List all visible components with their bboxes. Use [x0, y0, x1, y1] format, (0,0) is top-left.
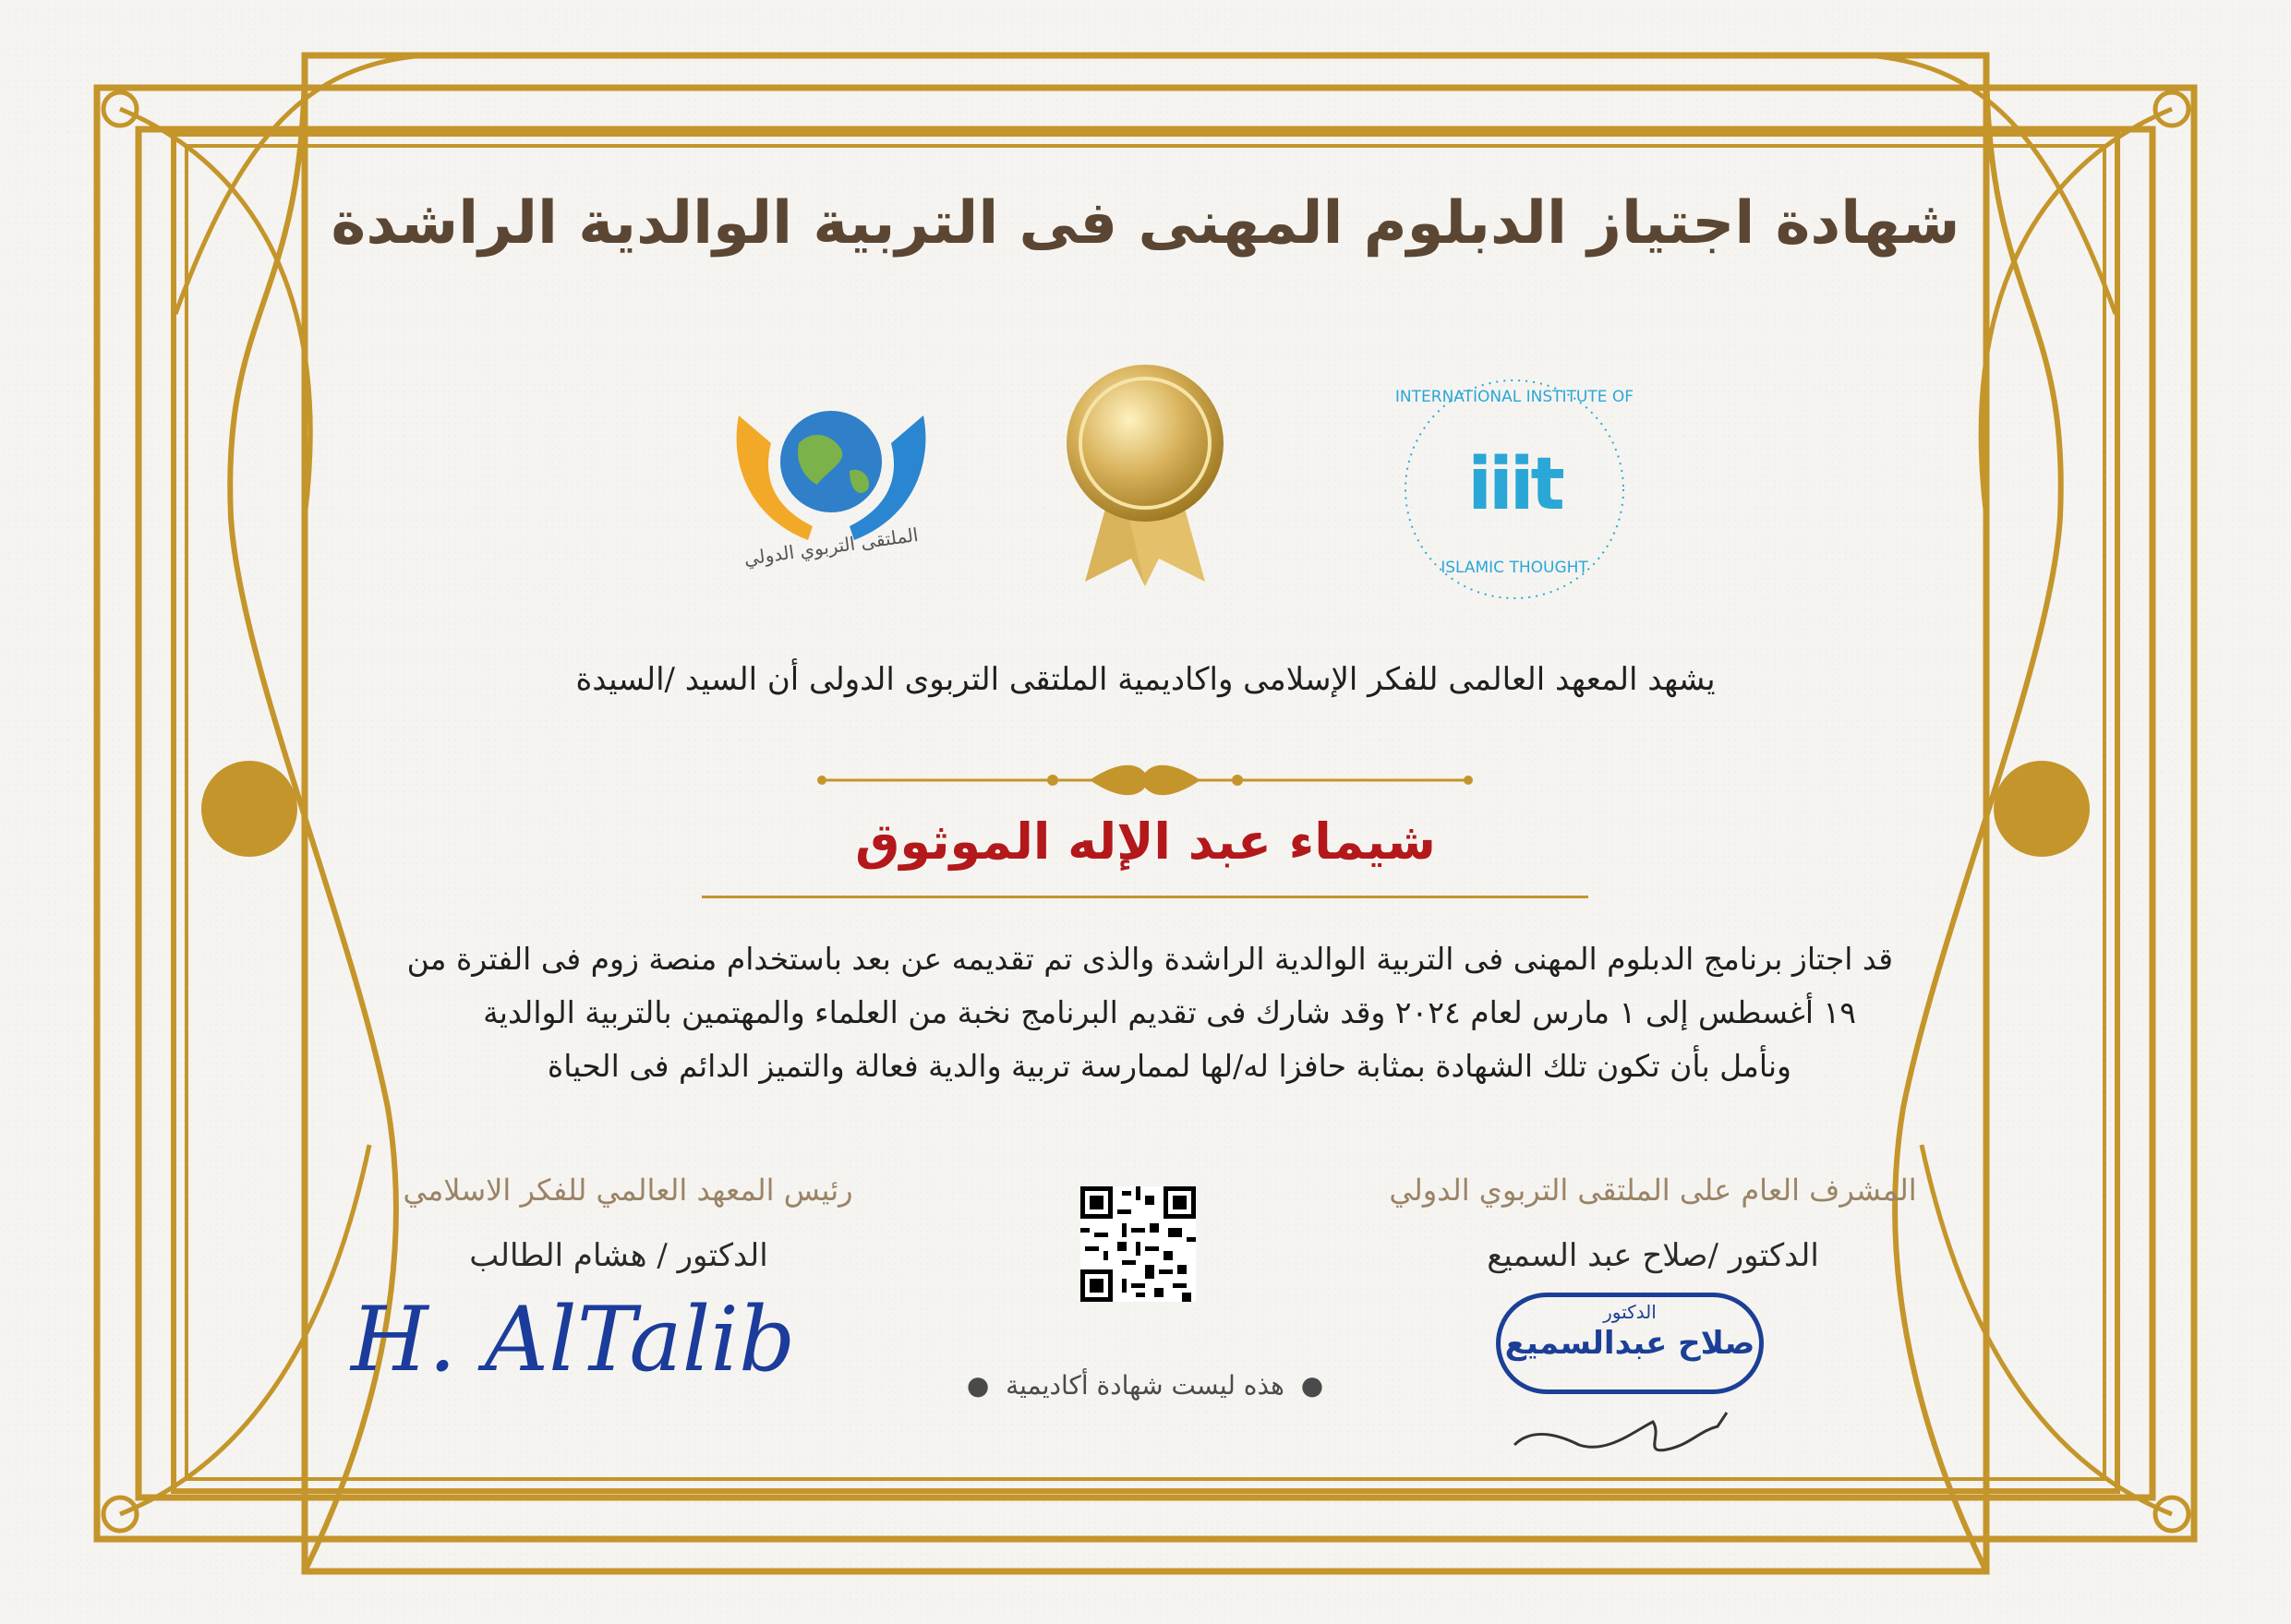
stamp-name: صلاح عبدالسميع — [1504, 1325, 1755, 1362]
iec-logo-text: الملتقى التربوي الدولي — [742, 523, 920, 571]
right-signature-scribble — [1505, 1403, 1764, 1468]
left-signature: H. AlTalib — [351, 1288, 796, 1391]
recipient-name: شيماء عبد الإله الموثوق — [855, 812, 1436, 871]
certificate-body — [379, 932, 1893, 1093]
disclaimer-note — [868, 1370, 1422, 1401]
iiit-logo-text-bottom: ISLAMIC THOUGHT — [1441, 559, 1588, 577]
name-underline — [702, 896, 1588, 898]
certificate-title: شهادة اجتياز الدبلوم المهنى فى التربية الوالدية الراشدة — [331, 189, 1960, 258]
body-line-1: قد اجتاز برنامج الدبلوم المهنى فى التربية الوالدية الراشدة والذى تم تقديمه عن بعد باستخدام منصة زوم فى الفترة من — [406, 941, 1893, 977]
left-signatory-name: الدكتور / هشام الطالب — [469, 1237, 768, 1274]
official-stamp — [1496, 1293, 1764, 1394]
iiit-logo-text-top: INTERNATIONAL INSTITUTE OF — [1394, 388, 1634, 406]
bullet-icon: ● — [966, 1370, 1007, 1401]
ornament-divider — [813, 762, 1477, 799]
body-line-2: ١٩ أغسطس إلى ١ مارس لعام ٢٠٢٤ وقد شارك فى تقديم البرنامج نخبة من العلماء والمهتمين بالتربية الوالدية — [483, 994, 1856, 1030]
right-signatory-role: المشرف العام على الملتقى التربوي الدولي — [1389, 1173, 1917, 1208]
stamp-title: الدكتور — [1603, 1301, 1657, 1323]
qr-code — [1080, 1186, 1196, 1302]
right-signatory-name: الدكتور /صلاح عبد السميع — [1487, 1237, 1819, 1274]
bullet-icon: ● — [1284, 1370, 1324, 1401]
certificate-intro: يشهد المعهد العالمى للفكر الإسلامى واكاديمية الملتقى التربوى الدولى أن السيد /السيدة — [575, 661, 1716, 698]
iec-logo — [720, 379, 942, 582]
body-line-3: ونأمل بأن تكون تلك الشهادة بمثابة حافزا له/لها لممارسة تربية والدية فعالة والتميز الدائم فى الحياة — [547, 1048, 1791, 1084]
disclaimer-text: هذه ليست شهادة أكاديمية — [1006, 1370, 1284, 1401]
iiit-logo-mark: iiit — [1467, 443, 1561, 526]
left-signatory-role: رئيس المعهد العالمي للفكر الاسلامي — [403, 1173, 853, 1208]
qr-code-icon — [1080, 1186, 1196, 1302]
iiit-logo — [1385, 369, 1644, 609]
gold-seal-icon — [1062, 360, 1228, 591]
